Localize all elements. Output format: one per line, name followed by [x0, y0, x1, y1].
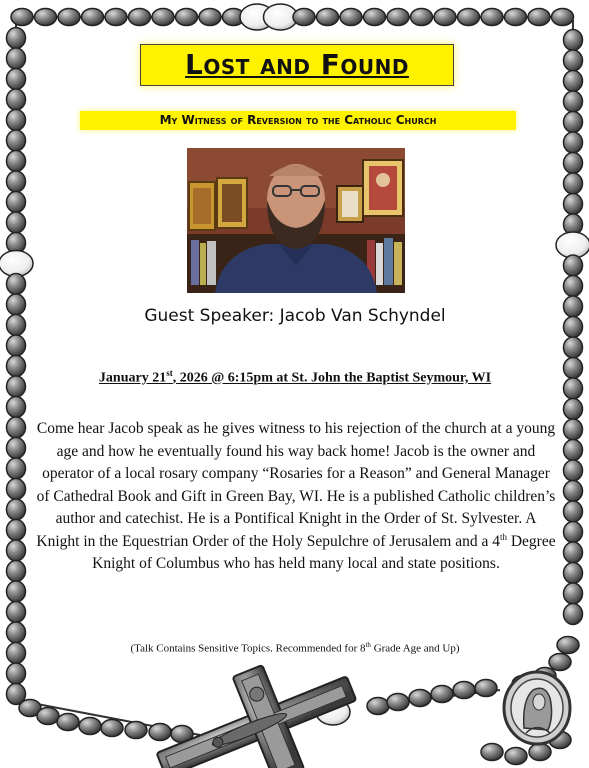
dark-bead: [564, 255, 583, 276]
dark-bead: [549, 654, 571, 671]
dark-bead: [564, 112, 583, 133]
dark-bead: [481, 744, 503, 761]
dark-bead: [409, 690, 431, 707]
dark-bead: [528, 9, 550, 26]
dark-bead: [317, 9, 339, 26]
dark-bead: [564, 153, 583, 174]
dark-bead: [481, 9, 503, 26]
flyer-subtitle: My Witness of Reversion to the Catholic Church: [80, 111, 516, 130]
dark-bead: [7, 622, 26, 643]
dark-bead: [105, 9, 127, 26]
light-bead: [556, 232, 589, 258]
dark-bead: [58, 9, 80, 26]
dark-bead: [564, 419, 583, 440]
dark-bead: [552, 9, 574, 26]
dark-bead: [7, 438, 26, 459]
flyer-title: Lost and Found: [140, 44, 454, 86]
dark-bead: [564, 440, 583, 461]
dark-bead: [367, 698, 389, 715]
dark-bead: [7, 458, 26, 479]
note-superscript: th: [365, 641, 371, 649]
dark-bead: [149, 724, 171, 741]
dark-bead: [7, 315, 26, 336]
dark-bead: [564, 173, 583, 194]
dark-bead: [564, 71, 583, 92]
dark-bead: [7, 48, 26, 69]
dark-bead: [364, 9, 386, 26]
dark-bead: [7, 192, 26, 213]
guest-speaker-line: Guest Speaker: Jacob Van Schyndel: [144, 306, 446, 326]
virgin-mary-medal-icon: [504, 672, 570, 744]
dark-bead: [564, 337, 583, 358]
dark-bead: [7, 110, 26, 131]
dark-bead: [199, 9, 221, 26]
dark-bead: [564, 583, 583, 604]
event-description: [34, 418, 558, 576]
dark-bead: [7, 171, 26, 192]
dark-bead: [7, 212, 26, 233]
dark-bead: [11, 9, 33, 26]
dark-bead: [434, 9, 456, 26]
dark-bead: [387, 9, 409, 26]
dark-bead: [79, 718, 101, 735]
dark-bead: [7, 602, 26, 623]
light-bead: [0, 251, 33, 277]
dark-bead: [564, 460, 583, 481]
date-part-rest: , 2026 @ 6:15pm at St. John the Baptist Seymour, WI: [172, 370, 492, 386]
dark-bead: [57, 714, 79, 731]
dark-bead: [7, 89, 26, 110]
dark-bead: [7, 397, 26, 418]
dark-bead: [564, 542, 583, 563]
dark-bead: [453, 682, 475, 699]
dark-bead: [7, 294, 26, 315]
dark-bead: [7, 417, 26, 438]
dark-bead: [564, 604, 583, 625]
crucifix-icon: [141, 637, 373, 768]
dark-bead: [82, 9, 104, 26]
dark-bead: [7, 151, 26, 172]
date-part: January 21: [98, 370, 167, 386]
dark-bead: [152, 9, 174, 26]
dark-bead: [564, 399, 583, 420]
dark-bead: [564, 501, 583, 522]
dark-bead: [7, 28, 26, 49]
dark-bead: [564, 194, 583, 215]
event-date-line: [40, 368, 550, 387]
dark-bead: [293, 9, 315, 26]
dark-bead: [564, 378, 583, 399]
dark-bead: [7, 643, 26, 664]
dark-bead: [176, 9, 198, 26]
dark-bead: [7, 561, 26, 582]
dark-bead: [564, 296, 583, 317]
note-part-rest: Grade Age and Up): [370, 642, 460, 655]
dark-bead: [7, 335, 26, 356]
dark-bead: [7, 540, 26, 561]
dark-bead: [564, 317, 583, 338]
dark-bead: [37, 708, 59, 725]
dark-bead: [129, 9, 151, 26]
note-part: (Talk Contains Sensitive Topics. Recommended for 8: [130, 642, 366, 655]
dark-bead: [125, 722, 147, 739]
date-superscript: st: [166, 368, 173, 378]
dark-bead: [7, 520, 26, 541]
dark-bead: [411, 9, 433, 26]
dark-bead: [7, 274, 26, 295]
dark-bead: [564, 358, 583, 379]
dark-bead: [564, 522, 583, 543]
description-part: Come hear Jacob speak as he gives witness to his rejection of the church at a young age and how he eventually found his way back home! Jacob is the owner and operator of a local rosary company “Rosaries for a Reason” and General Manager of Cathedral Book and Gift in Green Bay, WI. He is a published Catholic children’s author and catechist. He is a Pontifical Knight in the Order of St. Sylvester. A Knight in the Equestrian Order of the Holy Sepulchre of Jerusalem and a 4: [36, 420, 556, 550]
sensitive-topics-note: [60, 641, 530, 655]
dark-bead: [564, 30, 583, 51]
dark-bead: [564, 563, 583, 584]
description-part-rest: Degree Knight of Columbus who has held many local and state positions.: [92, 532, 556, 572]
dark-bead: [7, 581, 26, 602]
dark-bead: [475, 680, 497, 697]
dark-bead: [7, 499, 26, 520]
dark-bead: [431, 686, 453, 703]
dark-bead: [557, 637, 579, 654]
dark-bead: [564, 481, 583, 502]
dark-bead: [7, 376, 26, 397]
dark-bead: [387, 694, 409, 711]
dark-bead: [564, 91, 583, 112]
dark-bead: [7, 130, 26, 151]
dark-bead: [564, 50, 583, 71]
dark-bead: [340, 9, 362, 26]
dark-bead: [564, 276, 583, 297]
dark-bead: [7, 479, 26, 500]
dark-bead: [35, 9, 57, 26]
dark-bead: [7, 69, 26, 90]
dark-bead: [101, 720, 123, 737]
description-superscript: th: [499, 531, 507, 542]
dark-bead: [505, 9, 527, 26]
dark-bead: [505, 748, 527, 765]
dark-bead: [564, 132, 583, 153]
dark-bead: [7, 356, 26, 377]
speaker-photo: [187, 148, 405, 293]
dark-bead: [529, 744, 551, 761]
dark-bead: [458, 9, 480, 26]
dark-bead: [7, 663, 26, 684]
